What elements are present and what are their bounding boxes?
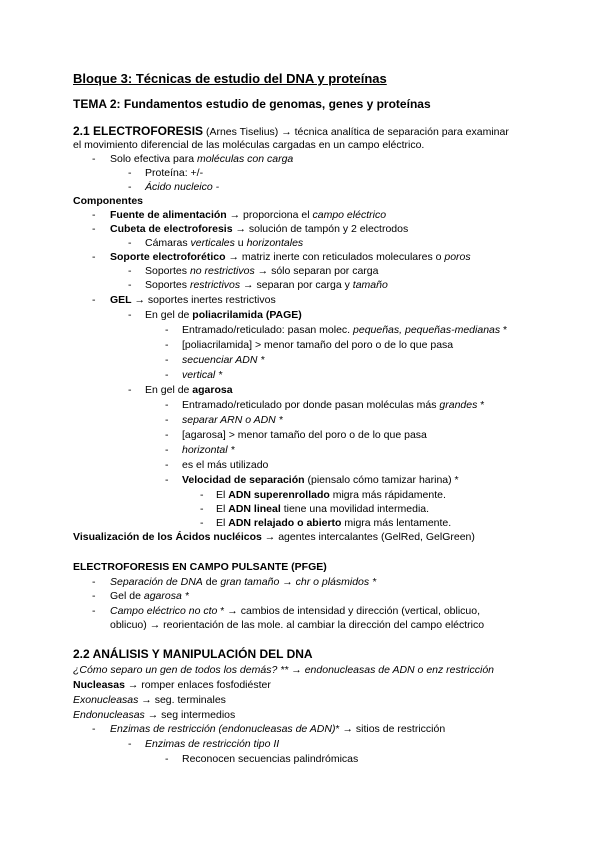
text-bold: Soporte electroforético <box>110 251 226 263</box>
comp-soporte <box>110 251 471 264</box>
pfge-gel <box>110 590 189 603</box>
text: El <box>216 517 229 529</box>
text-bold: poliacrilamida (PAGE) <box>192 309 302 321</box>
text-bold: Cubeta de electroforesis <box>110 223 233 235</box>
text: * <box>257 354 265 366</box>
dash: - <box>92 251 96 263</box>
dash: - <box>165 399 169 411</box>
text: Soportes <box>145 265 190 277</box>
dash: - <box>128 384 132 396</box>
text: * <box>181 590 189 602</box>
dash: - <box>128 738 132 750</box>
text-bold: Fuente de alimentación <box>110 209 227 221</box>
text-italic: separar ARN o ADN <box>182 414 276 426</box>
text-italic: grandes <box>439 399 478 411</box>
text: → separan por carga y <box>240 279 353 291</box>
text-italic: poros <box>444 251 471 263</box>
soporte-restrictivo <box>145 279 388 292</box>
text: * <box>369 576 377 588</box>
text-bold: Nucleasas <box>73 679 125 691</box>
page-concentracion: [poliacrilamida] > menor tamaño del poro o de lo que pasa <box>182 339 454 351</box>
dash: - <box>92 153 96 165</box>
dash: - <box>92 576 96 588</box>
agarosa-utilizado: es el más utilizado <box>182 459 269 471</box>
text: El <box>216 489 229 501</box>
text: → sólo separan por carga <box>254 265 379 277</box>
text: Soportes <box>145 279 190 291</box>
text: → seg. terminales <box>138 694 226 706</box>
pfge-campo <box>110 605 480 618</box>
text: Entramado/reticulado por donde pasan moléculas más <box>182 399 440 411</box>
dash: - <box>92 590 96 602</box>
s22-exonucleasas <box>73 694 226 707</box>
section-heading-text: 2.1 ELECTROFORESIS <box>73 124 204 138</box>
text: * <box>215 369 223 381</box>
text: Cámaras <box>145 237 191 249</box>
dash: - <box>165 474 169 486</box>
text: → proporciona el <box>226 209 313 221</box>
text: u <box>234 237 247 249</box>
dash: - <box>200 489 204 501</box>
text: * <box>500 324 508 336</box>
text-bold: ADN relajado o abierto <box>228 517 342 529</box>
dash: - <box>92 605 96 617</box>
text-bold: GEL <box>110 294 132 306</box>
text-bold: Visualización de los Ácidos nucléicos <box>73 531 262 543</box>
text: migra más rápidamente. <box>329 489 446 501</box>
text: → seg intermedios <box>144 709 236 721</box>
dash: - <box>128 265 132 277</box>
bullet-proteina: Proteína: +/- <box>145 167 204 179</box>
dash: - <box>165 459 169 471</box>
agarosa-separar <box>182 414 283 427</box>
dash: - <box>128 237 132 249</box>
text: * <box>227 444 235 456</box>
text: → romper enlaces fosfodiéster <box>124 679 271 691</box>
section-2-1-heading <box>73 125 509 139</box>
comp-fuente <box>110 209 386 222</box>
agarosa-entramado <box>182 399 484 412</box>
text-italic: Campo eléctrico no cto <box>110 605 218 617</box>
dash: - <box>128 279 132 291</box>
text: * → cambios de intensidad y dirección (vertical, oblicuo, <box>217 605 481 617</box>
bloque-title: Bloque 3: Técnicas de estudio del DNA y proteínas <box>73 71 387 86</box>
comp-cubeta <box>110 223 408 236</box>
bullet-acido: Ácido nucleico - <box>145 181 220 193</box>
text-italic: moléculas con carga <box>196 153 294 165</box>
componentes-heading: Componentes <box>73 195 144 207</box>
pfge-heading: ELECTROFORESIS EN CAMPO PULSANTE (PFGE) <box>73 561 327 573</box>
text: * <box>275 414 283 426</box>
velocidad-superenrollado <box>216 489 446 502</box>
dash: - <box>200 503 204 515</box>
text: * → sitios de restricción <box>335 723 446 735</box>
dash: - <box>128 309 132 321</box>
text-bold: ADN lineal <box>228 503 281 515</box>
text-italic: tamaño <box>352 279 388 291</box>
text: En gel de <box>145 309 193 321</box>
comp-gel <box>110 294 276 307</box>
gel-page <box>145 309 302 322</box>
agarosa-concentracion: [agarosa] > menor tamaño del poro o de lo que pasa <box>182 429 427 441</box>
s22-question: ¿Cómo separo un gen de todos los demás? ** → endonucleasas de ADN o enz restricción <box>73 664 495 676</box>
s22-enzimas <box>110 723 445 736</box>
velocidad-lineal <box>216 503 429 516</box>
heading-rest: (Arnes Tiselius) → técnica analítica de separación para examinar <box>203 126 509 138</box>
text-italic: gran tamaño → chr o plásmidos <box>220 576 370 588</box>
soporte-no-restrictivo <box>145 265 378 278</box>
dash: - <box>128 181 132 193</box>
s22-palindromicas: Reconocen secuencias palindrómicas <box>182 753 359 765</box>
dash: - <box>165 339 169 351</box>
tema-title: TEMA 2: Fundamentos estudio de genomas, genes y proteínas <box>73 97 431 111</box>
text: (piensalo cómo tamizar harina) * <box>304 474 459 486</box>
dash: - <box>165 444 169 456</box>
text-italic: Endonucleasas <box>73 709 145 721</box>
bullet-carga <box>110 153 293 166</box>
text: Solo efectiva para <box>110 153 197 165</box>
pfge-separacion <box>110 576 376 589</box>
text-bold: agarosa <box>192 384 233 396</box>
section-2-2-heading: 2.2 ANÁLISIS Y MANIPULACIÓN DEL DNA <box>73 647 313 661</box>
s22-endonucleasas <box>73 709 235 722</box>
text: Gel de <box>110 590 144 602</box>
dash: - <box>165 429 169 441</box>
s22-nucleasas <box>73 679 271 692</box>
text-italic: campo eléctrico <box>312 209 387 221</box>
text-italic: horizontales <box>246 237 304 249</box>
agarosa-horizontal <box>182 444 235 457</box>
dash: - <box>165 324 169 336</box>
text-italic: pequeñas, pequeñas-medianas <box>353 324 501 336</box>
text: * <box>477 399 485 411</box>
text: → solución de tampón y 2 electrodos <box>232 223 409 235</box>
text: → agentes intercalantes (GelRed, GelGreen) <box>261 531 475 543</box>
text-italic: restrictivos <box>189 279 241 291</box>
text: tiene una movilidad intermedia. <box>280 503 430 515</box>
text: En gel de <box>145 384 193 396</box>
text: de <box>202 576 221 588</box>
s22-enzimas-tipo-ii: Enzimas de restricción tipo II <box>145 738 280 750</box>
text: Entramado/reticulado: pasan molec. <box>182 324 354 336</box>
dash: - <box>165 354 169 366</box>
page-entramado <box>182 324 507 337</box>
text-italic: vertical <box>182 369 216 381</box>
text-italic: no restrictivos <box>189 265 255 277</box>
text-italic: Exonucleasas <box>73 694 139 706</box>
text: → soportes inertes restrictivos <box>131 294 276 306</box>
dash: - <box>92 209 96 221</box>
text-italic: horizontal <box>182 444 228 456</box>
visualizacion-line <box>73 531 475 544</box>
text: → matriz inerte con reticulados moleculares o <box>225 251 445 263</box>
agarosa-velocidad <box>182 474 459 487</box>
dash: - <box>128 167 132 179</box>
gel-agarosa <box>145 384 233 397</box>
dash: - <box>165 369 169 381</box>
dash: - <box>92 723 96 735</box>
dash: - <box>92 223 96 235</box>
page-secuenciar <box>182 354 265 367</box>
text-italic: Enzimas de restricción (endonucleasas de ADN) <box>110 723 336 735</box>
dash: - <box>92 294 96 306</box>
text-italic: agarosa <box>143 590 182 602</box>
comp-camaras <box>145 237 303 250</box>
text: El <box>216 503 229 515</box>
section-2-1-line2: el movimiento diferencial de las moléculas cargadas en un campo eléctrico. <box>73 139 425 151</box>
velocidad-relajado <box>216 517 451 530</box>
text-bold: Velocidad de separación <box>182 474 305 486</box>
dash: - <box>200 517 204 529</box>
text-bold: ADN superenrollado <box>228 489 330 501</box>
pfge-campo-line2: oblicuo) → reorientación de las mole. al cambiar la dirección del campo eléctrico <box>110 619 485 631</box>
text: migra más lentamente. <box>341 517 452 529</box>
text-italic: Separación de DNA <box>110 576 203 588</box>
text-italic: secuenciar ADN <box>182 354 258 366</box>
dash: - <box>165 414 169 426</box>
text-italic: verticales <box>190 237 235 249</box>
dash: - <box>165 753 169 765</box>
page-vertical <box>182 369 222 382</box>
